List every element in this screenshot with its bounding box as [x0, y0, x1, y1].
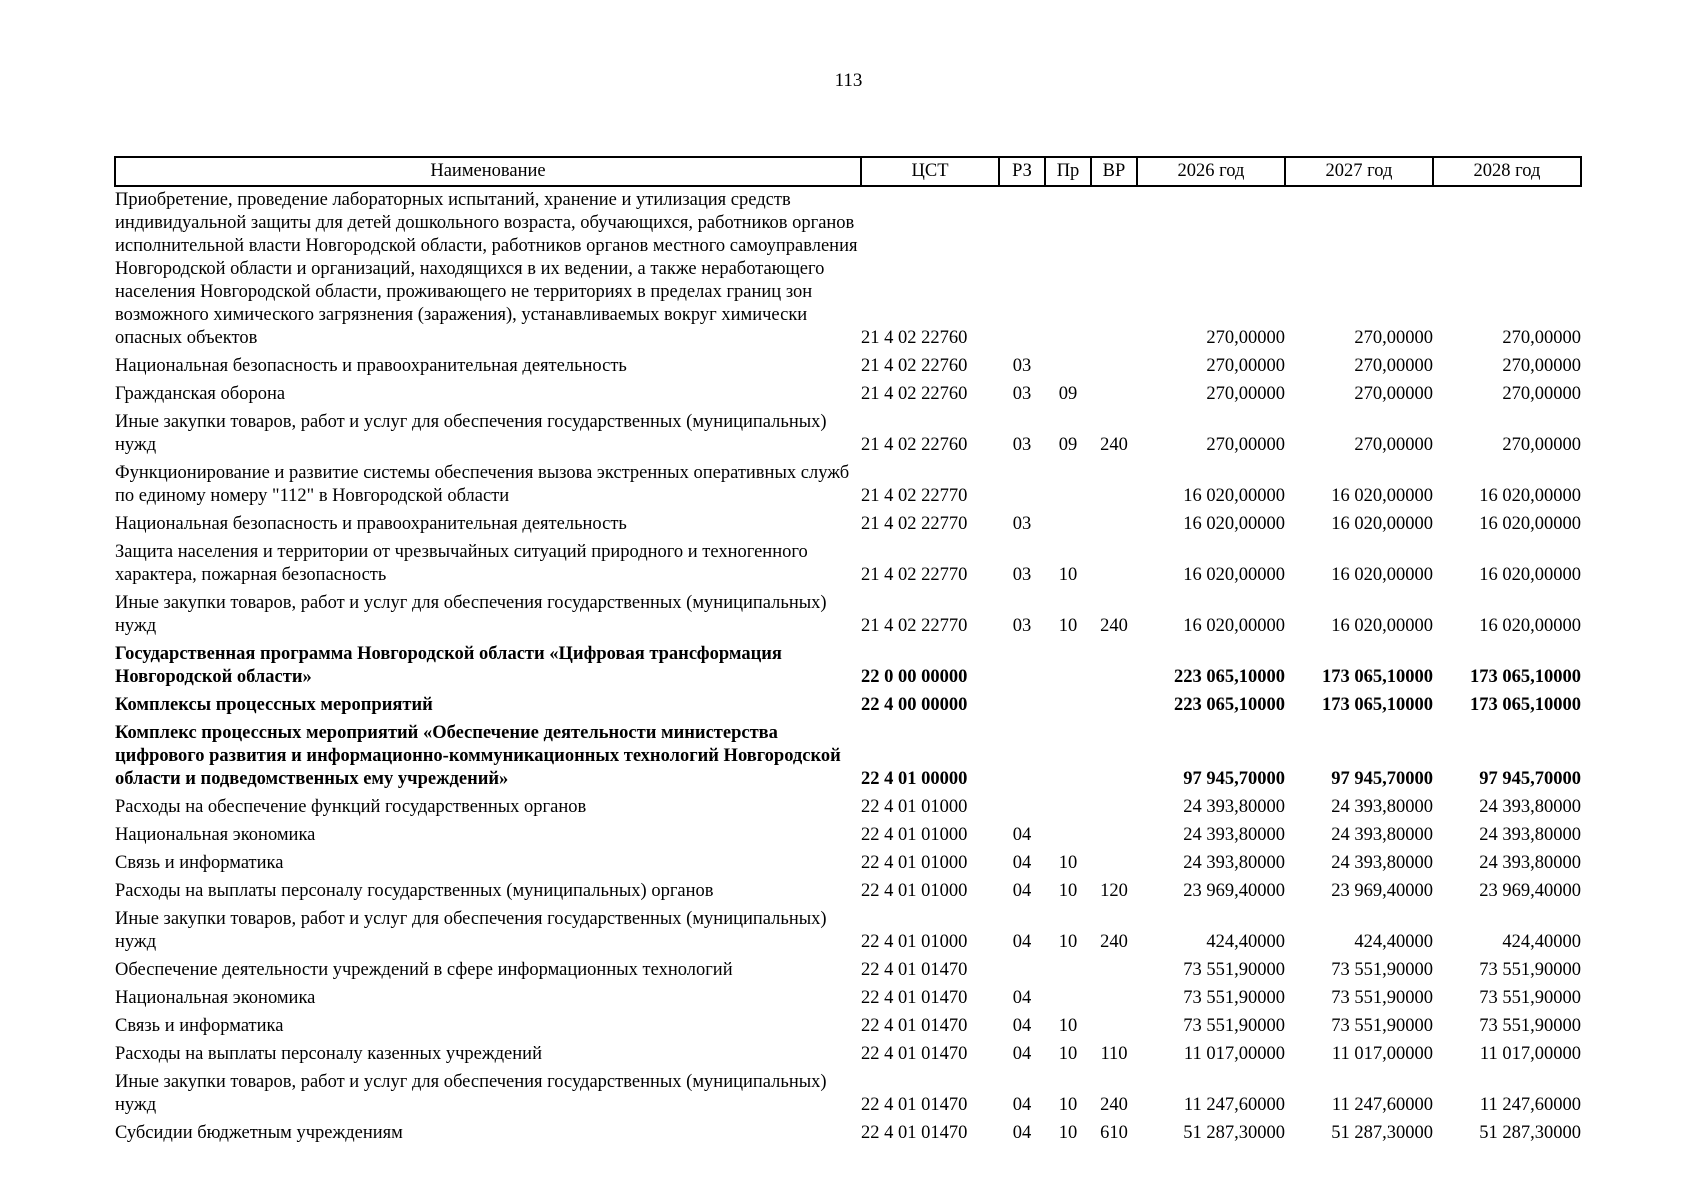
row-pr-cell: 10: [1058, 1016, 1078, 1036]
row-2027-cell: 16 020,00000: [1331, 514, 1433, 534]
row-pr-cell: [1045, 985, 1091, 1013]
row-vr-cell: [1091, 511, 1137, 539]
row-2026-cell: 51 287,30000: [1183, 1123, 1285, 1143]
row-2027-cell: 16 020,00000: [1331, 565, 1433, 585]
row-cst-cell: 21 4 02 22770: [861, 616, 968, 636]
header-2026: 2026 год: [1137, 157, 1285, 186]
row-2027-cell: 23 969,40000: [1331, 881, 1433, 901]
row-2027-cell: 16 020,00000: [1331, 486, 1433, 506]
table-row: [115, 1120, 1581, 1148]
row-2027-cell: 24 393,80000: [1331, 825, 1433, 845]
row-cst-cell: 22 4 01 01000: [861, 932, 968, 952]
header-pr: Пр: [1045, 157, 1091, 186]
table-row: [115, 460, 1581, 511]
row-vr-cell: [1091, 539, 1137, 590]
row-2027-cell: 270,00000: [1354, 435, 1433, 455]
row-2028-cell: 97 945,70000: [1479, 769, 1581, 789]
row-pr-cell: [1045, 794, 1091, 822]
row-cst-cell: 21 4 02 22770: [861, 565, 968, 585]
row-cst-cell: 21 4 02 22760: [861, 356, 968, 376]
table-row: [115, 850, 1581, 878]
row-2026-cell: 16 020,00000: [1183, 616, 1285, 636]
row-name-cell: Приобретение, проведение лабораторных испытаний, хранение и утилизация средств индивидуальной защиты для детей дошкольного возраста, обучающихся, работников органов исполнительной власти Новгородской области, работников органов местного самоуправления Новгородской области и организаций, находящихся в их ведении, а также неработающего населения Новгородской области, проживающего не территориях в пределах границ зон возможного химического загрязнения (заражения), устанавливаемых вокруг химически опасных объектов: [115, 190, 858, 348]
header-rz: РЗ: [999, 157, 1045, 186]
row-rz-cell: 04: [1012, 853, 1032, 873]
row-vr-cell: 240: [1100, 435, 1128, 455]
row-2027-cell: 73 551,90000: [1331, 988, 1433, 1008]
row-2028-cell: 11 247,60000: [1479, 1095, 1581, 1115]
row-pr-cell: [1045, 511, 1091, 539]
row-2026-cell: 270,00000: [1206, 328, 1285, 348]
table-row: [115, 878, 1581, 906]
row-rz-cell: [999, 720, 1045, 794]
row-name-cell: Иные закупки товаров, работ и услуг для обеспечения государственных (муниципальных) нужд: [115, 412, 827, 455]
row-2026-cell: 223 065,10000: [1174, 695, 1285, 715]
row-cst-cell: 22 4 01 01470: [861, 988, 968, 1008]
row-2028-cell: 16 020,00000: [1479, 616, 1581, 636]
row-pr-cell: 10: [1058, 565, 1078, 585]
row-2027-cell: 173 065,10000: [1322, 695, 1433, 715]
row-2027-cell: 173 065,10000: [1322, 667, 1433, 687]
row-2027-cell: 73 551,90000: [1331, 1016, 1433, 1036]
header-vr: ВР: [1091, 157, 1137, 186]
row-2028-cell: 73 551,90000: [1479, 988, 1581, 1008]
row-2026-cell: 73 551,90000: [1183, 960, 1285, 980]
row-vr-cell: [1091, 460, 1137, 511]
row-rz-cell: [999, 460, 1045, 511]
row-2027-cell: 97 945,70000: [1331, 769, 1433, 789]
row-name-cell: Национальная безопасность и правоохранительная деятельность: [115, 356, 627, 376]
row-2027-cell: 51 287,30000: [1331, 1123, 1433, 1143]
row-2028-cell: 173 065,10000: [1470, 695, 1581, 715]
row-name-cell: Защита населения и территории от чрезвычайных ситуаций природного и техногенного характера, пожарная безопасность: [115, 542, 808, 585]
row-2026-cell: 16 020,00000: [1183, 514, 1285, 534]
row-vr-cell: [1091, 692, 1137, 720]
row-2027-cell: 270,00000: [1354, 384, 1433, 404]
row-cst-cell: 21 4 02 22760: [861, 435, 968, 455]
row-2028-cell: 16 020,00000: [1479, 565, 1581, 585]
row-2027-cell: 24 393,80000: [1331, 797, 1433, 817]
row-vr-cell: [1091, 720, 1137, 794]
row-name-cell: Иные закупки товаров, работ и услуг для обеспечения государственных (муниципальных) нужд: [115, 909, 827, 952]
row-name-cell: Расходы на обеспечение функций государственных органов: [115, 797, 587, 817]
row-2027-cell: 16 020,00000: [1331, 616, 1433, 636]
table-row: [115, 1041, 1581, 1069]
table-row: [115, 1069, 1581, 1120]
row-2028-cell: 424,40000: [1502, 932, 1581, 952]
row-rz-cell: 04: [1012, 1095, 1032, 1115]
row-2028-cell: 270,00000: [1502, 384, 1581, 404]
row-cst-cell: 22 4 01 01470: [861, 1123, 968, 1143]
table-row: [115, 511, 1581, 539]
row-2026-cell: 270,00000: [1206, 435, 1285, 455]
table-row: [115, 794, 1581, 822]
header-cst: ЦСТ: [861, 157, 999, 186]
row-name-cell: Расходы на выплаты персоналу государственных (муниципальных) органов: [115, 881, 714, 901]
table-row: [115, 822, 1581, 850]
table-row: [115, 353, 1581, 381]
row-pr-cell: [1045, 353, 1091, 381]
row-name-cell: Иные закупки товаров, работ и услуг для обеспечения государственных (муниципальных) нужд: [115, 593, 827, 636]
row-name-cell: Государственная программа Новгородской области «Цифровая трансформация Новгородской области»: [115, 644, 782, 687]
row-name-cell: Расходы на выплаты персоналу казенных учреждений: [115, 1044, 542, 1064]
row-pr-cell: 10: [1058, 616, 1078, 636]
table-row: [115, 720, 1581, 794]
row-2028-cell: 16 020,00000: [1479, 486, 1581, 506]
row-2027-cell: 270,00000: [1354, 328, 1433, 348]
row-cst-cell: 22 4 01 01000: [861, 853, 968, 873]
row-cst-cell: 21 4 02 22770: [861, 514, 968, 534]
row-vr-cell: [1091, 353, 1137, 381]
row-cst-cell: 22 4 01 01470: [861, 1016, 968, 1036]
row-2027-cell: 73 551,90000: [1331, 960, 1433, 980]
row-name-cell: Функционирование и развитие системы обеспечения вызова экстренных оперативных служб по единому номеру "112" в Новгородской области: [115, 463, 850, 506]
row-2028-cell: 11 017,00000: [1479, 1044, 1581, 1064]
row-rz-cell: 04: [1012, 1016, 1032, 1036]
row-2026-cell: 97 945,70000: [1183, 769, 1285, 789]
row-name-cell: Субсидии бюджетным учреждениям: [115, 1123, 403, 1143]
row-2028-cell: 270,00000: [1502, 435, 1581, 455]
row-2026-cell: 223 065,10000: [1174, 667, 1285, 687]
row-vr-cell: [1091, 957, 1137, 985]
row-pr-cell: [1045, 692, 1091, 720]
header-name: Наименование: [115, 157, 861, 186]
row-vr-cell: [1091, 822, 1137, 850]
row-pr-cell: [1045, 641, 1091, 692]
row-pr-cell: 10: [1058, 1095, 1078, 1115]
row-name-cell: Обеспечение деятельности учреждений в сфере информационных технологий: [115, 960, 733, 980]
table-row: [115, 1013, 1581, 1041]
row-rz-cell: 03: [1012, 616, 1032, 636]
row-2026-cell: 24 393,80000: [1183, 825, 1285, 845]
row-pr-cell: 09: [1058, 435, 1078, 455]
row-2028-cell: 24 393,80000: [1479, 853, 1581, 873]
row-vr-cell: [1091, 381, 1137, 409]
table-row: [115, 985, 1581, 1013]
table-row: [115, 409, 1581, 460]
row-rz-cell: [999, 641, 1045, 692]
row-cst-cell: 22 4 01 01470: [861, 960, 968, 980]
row-2026-cell: 16 020,00000: [1183, 486, 1285, 506]
row-vr-cell: [1091, 985, 1137, 1013]
row-rz-cell: [999, 794, 1045, 822]
page-number: 113: [834, 70, 863, 91]
row-2028-cell: 23 969,40000: [1479, 881, 1581, 901]
row-rz-cell: 03: [1012, 565, 1032, 585]
table-row: [115, 186, 1581, 353]
row-cst-cell: 22 4 01 01000: [861, 881, 968, 901]
row-2026-cell: 11 017,00000: [1183, 1044, 1285, 1064]
row-2028-cell: 173 065,10000: [1470, 667, 1581, 687]
row-2028-cell: 73 551,90000: [1479, 1016, 1581, 1036]
row-rz-cell: 04: [1012, 988, 1032, 1008]
table-row: [115, 957, 1581, 985]
row-cst-cell: 21 4 02 22760: [861, 328, 968, 348]
row-vr-cell: [1091, 850, 1137, 878]
table-row: [115, 590, 1581, 641]
row-cst-cell: 22 4 01 01470: [861, 1044, 968, 1064]
row-cst-cell: 22 4 01 01000: [861, 825, 968, 845]
table-header-row: [115, 157, 1581, 186]
row-name-cell: Связь и информатика: [115, 853, 284, 873]
row-vr-cell: 120: [1100, 881, 1128, 901]
row-name-cell: Национальная безопасность и правоохранительная деятельность: [115, 514, 627, 534]
row-name-cell: Гражданская оборона: [115, 384, 286, 404]
row-pr-cell: [1045, 460, 1091, 511]
row-vr-cell: 240: [1100, 616, 1128, 636]
row-name-cell: Иные закупки товаров, работ и услуг для обеспечения государственных (муниципальных) нужд: [115, 1072, 827, 1115]
row-rz-cell: 04: [1012, 932, 1032, 952]
row-vr-cell: 240: [1100, 1095, 1128, 1115]
row-2026-cell: 24 393,80000: [1183, 797, 1285, 817]
row-2027-cell: 24 393,80000: [1331, 853, 1433, 873]
row-pr-cell: 10: [1058, 1044, 1078, 1064]
row-pr-cell: 10: [1058, 881, 1078, 901]
row-cst-cell: 21 4 02 22770: [861, 486, 968, 506]
row-pr-cell: 10: [1058, 1123, 1078, 1143]
row-vr-cell: [1091, 1013, 1137, 1041]
row-2028-cell: 51 287,30000: [1479, 1123, 1581, 1143]
row-pr-cell: [1045, 957, 1091, 985]
table-body: [115, 186, 1581, 1148]
row-name-cell: Национальная экономика: [115, 988, 316, 1008]
row-pr-cell: [1045, 822, 1091, 850]
row-vr-cell: 610: [1100, 1123, 1128, 1143]
row-2028-cell: 270,00000: [1502, 356, 1581, 376]
row-2027-cell: 424,40000: [1354, 932, 1433, 952]
row-name-cell: Комплекс процессных мероприятий «Обеспечение деятельности министерства цифрового развития и информационно-коммуникационных технологий Новгородской области и подведомственных ему учреждений»: [115, 723, 841, 789]
row-pr-cell: 10: [1058, 932, 1078, 952]
row-rz-cell: 04: [1012, 1123, 1032, 1143]
row-rz-cell: [999, 186, 1045, 353]
row-2027-cell: 11 017,00000: [1331, 1044, 1433, 1064]
row-2026-cell: 424,40000: [1206, 932, 1285, 952]
row-rz-cell: 03: [1012, 514, 1032, 534]
row-rz-cell: 04: [1012, 881, 1032, 901]
row-vr-cell: 110: [1100, 1044, 1128, 1064]
row-pr-cell: 09: [1058, 384, 1078, 404]
row-rz-cell: [999, 692, 1045, 720]
row-vr-cell: [1091, 641, 1137, 692]
row-rz-cell: 03: [1012, 435, 1032, 455]
row-2028-cell: 73 551,90000: [1479, 960, 1581, 980]
row-cst-cell: 22 4 01 00000: [861, 769, 968, 789]
row-2026-cell: 11 247,60000: [1183, 1095, 1285, 1115]
header-2027: 2027 год: [1285, 157, 1433, 186]
row-2028-cell: 16 020,00000: [1479, 514, 1581, 534]
row-2026-cell: 23 969,40000: [1183, 881, 1285, 901]
row-pr-cell: 10: [1058, 853, 1078, 873]
row-2026-cell: 16 020,00000: [1183, 565, 1285, 585]
row-pr-cell: [1045, 186, 1091, 353]
row-pr-cell: [1045, 720, 1091, 794]
row-name-cell: Связь и информатика: [115, 1016, 284, 1036]
row-2028-cell: 24 393,80000: [1479, 825, 1581, 845]
row-rz-cell: 03: [1012, 384, 1032, 404]
row-vr-cell: [1091, 186, 1137, 353]
table-row: [115, 692, 1581, 720]
row-2026-cell: 73 551,90000: [1183, 988, 1285, 1008]
row-2026-cell: 270,00000: [1206, 356, 1285, 376]
row-2026-cell: 73 551,90000: [1183, 1016, 1285, 1036]
row-name-cell: Комплексы процессных мероприятий: [115, 695, 433, 715]
row-rz-cell: 04: [1012, 825, 1032, 845]
row-cst-cell: 22 4 01 01000: [861, 797, 968, 817]
table-row: [115, 381, 1581, 409]
header-2028: 2028 год: [1433, 157, 1581, 186]
table-row: [115, 539, 1581, 590]
row-rz-cell: 03: [1012, 356, 1032, 376]
row-2026-cell: 270,00000: [1206, 384, 1285, 404]
row-2026-cell: 24 393,80000: [1183, 853, 1285, 873]
table-row: [115, 641, 1581, 692]
row-vr-cell: [1091, 794, 1137, 822]
row-cst-cell: 22 4 00 00000: [861, 695, 968, 715]
row-2028-cell: 24 393,80000: [1479, 797, 1581, 817]
row-rz-cell: 04: [1012, 1044, 1032, 1064]
row-vr-cell: 240: [1100, 932, 1128, 952]
table-row: [115, 906, 1581, 957]
row-2027-cell: 270,00000: [1354, 356, 1433, 376]
row-2028-cell: 270,00000: [1502, 328, 1581, 348]
row-name-cell: Национальная экономика: [115, 825, 316, 845]
row-rz-cell: [999, 957, 1045, 985]
row-2027-cell: 11 247,60000: [1331, 1095, 1433, 1115]
budget-table: [114, 156, 1582, 1148]
row-cst-cell: 22 0 00 00000: [861, 667, 968, 687]
row-cst-cell: 21 4 02 22760: [861, 384, 968, 404]
row-cst-cell: 22 4 01 01470: [861, 1095, 968, 1115]
